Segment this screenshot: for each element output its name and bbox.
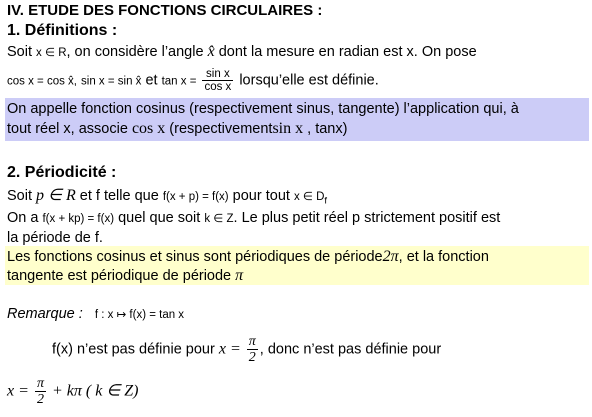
math-kp-eq: f(x + kp) = f(x) (42, 213, 115, 225)
fraction-numerator: sin x (202, 68, 233, 81)
math-x-in-r: x ∈ R (36, 47, 67, 59)
math-periodic-eq: f(x + p) = f(x) (162, 191, 229, 203)
periodicity-line-2 (7, 209, 500, 228)
math-x-equals: x = (218, 340, 241, 358)
math-two-pi: 2π (382, 248, 399, 265)
math-sin-def: sin x = sin x̂ (81, 75, 142, 88)
fraction-pi-over-2 (247, 334, 258, 365)
fraction-denominator: 2 (248, 350, 256, 365)
text-cos-sin-periodiques: Les fonctions cosinus et sinus sont périodiques de période (7, 249, 383, 265)
remarque-label: Remarque : (7, 306, 83, 322)
fraction-denominator: 2 (36, 392, 44, 407)
periodicity-box-line-2 (7, 267, 243, 285)
fraction-pi-over-2-b (35, 376, 46, 407)
periodicity-box-line-1 (7, 248, 489, 266)
math-x-equals-2: x = (7, 382, 29, 400)
fraction-denominator: cos x (204, 81, 232, 93)
text-mesure: dont la mesure en radian est x. On pose (218, 44, 477, 60)
periodicity-line-1 (7, 187, 327, 210)
text-et: et (145, 72, 158, 89)
box-line-1: On appelle fonction cosinus (respectivement sinus, tangente) l’application qui, à (7, 101, 519, 117)
math-tan-def: tan x = (161, 75, 197, 88)
math-sin-x: sin x (272, 120, 304, 137)
math-cos-x: cos x (131, 120, 166, 137)
box-line-2 (7, 120, 347, 138)
text-lorsque: lorsqu’elle est définie. (239, 72, 379, 89)
text-f-telle: et f telle que (79, 188, 159, 204)
math-p-in-r: p ∈ R (36, 187, 76, 204)
text-respectivement: (respectivement (169, 121, 273, 137)
text-tangente-periodique: tangente est périodique de période (7, 268, 232, 284)
math-k-in-z: k ∈ Z (204, 213, 234, 225)
remarque-line-2 (52, 334, 441, 365)
section-title: IV. ETUDE DES FONCTIONS CIRCULAIRES : (7, 2, 323, 19)
definitions-heading: 1. Définitions : (7, 22, 118, 39)
text-associe: tout réel x, associe (7, 121, 128, 137)
math-plus-k-pi: + kπ ( k ∈ Z) (51, 382, 139, 400)
definitions-line-2 (7, 68, 379, 93)
fraction-numerator: π (248, 334, 256, 349)
fraction-sin-over-cos (202, 68, 233, 93)
math-domain-main: x ∈ D (293, 191, 325, 203)
math-pi: π (235, 267, 244, 284)
math-x-hat: x̂ (207, 43, 215, 60)
text-pour-tout: pour tout (232, 188, 290, 204)
text-on-a: On a (7, 210, 39, 226)
math-tan-function: f : x ↦ f(x) = tan x (94, 309, 185, 321)
text-pas-definie: f(x) n’est pas définie pour (52, 341, 215, 358)
math-domain-sub: f (324, 195, 328, 207)
math-cos-def: cos x = cos x̂, (7, 75, 77, 88)
periodicity-heading: 2. Périodicité : (7, 164, 117, 181)
text-soit: Soit (7, 44, 32, 60)
text-soit-p: Soit (7, 188, 32, 204)
text-tanx: , tanx) (307, 121, 348, 137)
fraction-numerator: π (36, 376, 44, 391)
remarque-line (7, 305, 184, 324)
text-et-la-fonction: , et la fonction (398, 249, 489, 265)
text-quel-que-soit: quel que soit (118, 210, 201, 226)
definitions-line-1 (7, 43, 477, 62)
math-domain (293, 191, 328, 207)
remarque-line-3 (7, 376, 139, 407)
text-plus-petit: . Le plus petit réel p strictement positif est (233, 210, 501, 226)
text-angle: , on considère l’angle (66, 44, 204, 60)
periodicity-line-3: la période de f. (7, 230, 103, 246)
text-donc-pas-definie: , donc n’est pas définie pour (259, 341, 442, 358)
